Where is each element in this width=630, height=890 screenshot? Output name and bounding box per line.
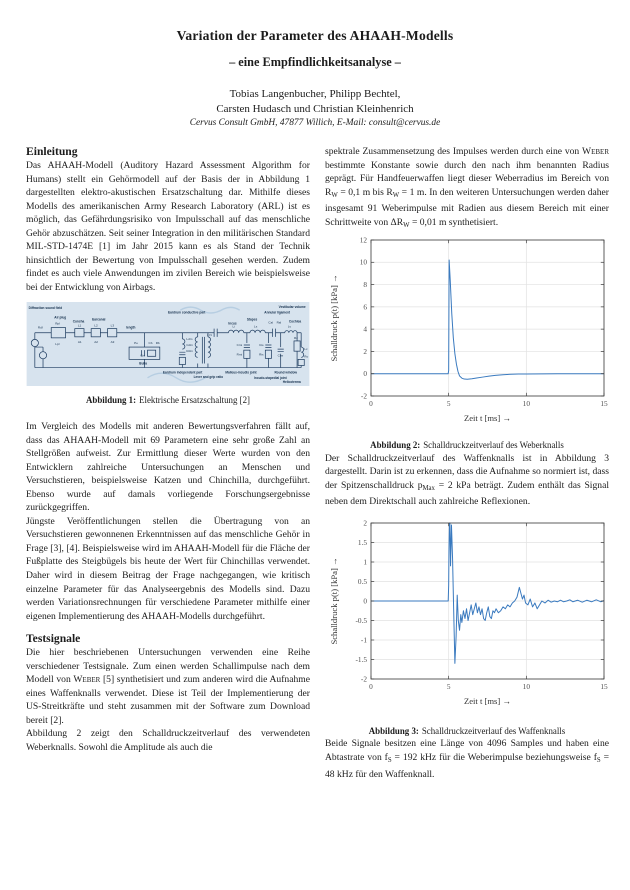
author-line-2: Carsten Hudasch und Christian Kleinhenrich: [216, 102, 414, 115]
svg-text:Cmi: Cmi: [236, 343, 243, 348]
svg-text:Schalldruck p(t) [kPa] →: Schalldruck p(t) [kPa] →: [329, 557, 339, 645]
svg-text:4: 4: [363, 324, 367, 334]
figure-1-circuit: [26, 302, 310, 407]
svg-text:Earcanal: Earcanal: [92, 317, 106, 322]
section-heading-testsignale: Testsignale: [26, 632, 81, 646]
svg-text:Lever and grip ratio: Lever and grip ratio: [193, 375, 224, 380]
figure-3-caption: [325, 726, 609, 738]
svg-text:Annular ligament: Annular ligament: [264, 310, 291, 315]
svg-text:Incus: Incus: [228, 322, 237, 327]
svg-text:Ral: Ral: [276, 320, 282, 325]
right-column: [325, 145, 609, 781]
left-column: [26, 145, 310, 781]
einleitung-paragraph-1: Das AHAAH-Modell (Auditory Hazard Assessment Algorithm for Humans) stellt ein Gehörmodell auf der Basis der in Abbildung 1 dargestellten elektro-akustischen Ersatzschaltung dar. Mithilfe dieses Modells des amerikanischen Army Research Laboratory (ARL) ist es möglich, das Gefährdungsrisiko von Impulsschall auf das menschliche Gehör abzuschätzen. Seit seiner Integration in den militärischen Standard MIL-STD-1474E [1] im Jahr 2015 kann es als Stand der Technik hinsichtlich der Bewertung von Impulsschall gesehen werden. Zudem findet es auch viele Anwendungen im zivilen Bereich wie beispielsweise bei der Entwicklung von Airbags.: [26, 160, 310, 293]
figure-3-caption-label: Abbildung 3:: [368, 725, 419, 736]
testsignale-paragraph-1: Die hier beschriebenen Untersuchungen verwenden eine Reihe verschiedener Testsignale. Zum einen werden Schallimpulse nach dem Modell von Weber [5] synthetisiert und zum anderen wird die Aufnahme eines Waffenknalls verwendet. Diese ist Teil der Implementierung der US-Streitkräfte und steht zusammen mit der Software zum Download bereit [2].: [26, 647, 310, 726]
figure-2-caption-label: Abbildung 2:: [370, 440, 421, 451]
svg-text:10: 10: [522, 681, 530, 691]
figure-1-caption-text: Elektrische Ersatzschaltung [2]: [139, 395, 250, 406]
svg-text:Ris: Ris: [259, 352, 264, 357]
svg-text:Zeit t [ms] →: Zeit t [ms] →: [463, 695, 512, 706]
svg-text:A3: A3: [110, 340, 115, 345]
svg-text:-2: -2: [360, 391, 367, 401]
svg-text:2: 2: [363, 347, 367, 357]
svg-text:Helicotrema: Helicotrema: [282, 380, 301, 385]
svg-text:10: 10: [359, 257, 367, 267]
svg-text:0.5: 0.5: [357, 576, 367, 586]
svg-text:Ls: Ls: [254, 325, 258, 330]
svg-text:10: 10: [522, 399, 530, 409]
svg-text:Pe: Pe: [134, 341, 138, 346]
svg-text:Eardrum independent part: Eardrum independent part: [162, 371, 203, 376]
svg-text:15: 15: [600, 399, 608, 409]
right-paragraph-2: Der Schalldruckzeitverlauf des Waffenknalls ist in Abbildung 3 dargestellt. Darin ist zu erkennen, dass die Aufnahme so normiert ist, dass der Spitzenschalldruck $p_{Max} = 2$ kPa beträgt. Zudem enthält das Signal neben dem Direktschall auch zahlreiche Reflexionen.: [325, 452, 609, 508]
svg-text:L3: L3: [110, 324, 115, 329]
svg-text:Malleus-incudis joint: Malleus-incudis joint: [225, 371, 257, 376]
author-line-1: Tobias Langenbucher, Philipp Bechtel,: [229, 88, 401, 100]
svg-text:1: 1: [363, 557, 367, 567]
svg-text:L1: L1: [77, 324, 82, 329]
figure-1-caption: [26, 395, 310, 407]
svg-text:Diffraction sound field: Diffraction sound field: [28, 306, 63, 311]
svg-text:Rb: Rb: [155, 341, 160, 346]
svg-text:Rpl: Rpl: [55, 322, 60, 327]
svg-text:Ldm: Ldm: [186, 337, 193, 342]
svg-text:Cb: Cb: [148, 341, 153, 346]
svg-text:Cal: Cal: [268, 320, 273, 325]
svg-text:-2: -2: [360, 674, 367, 684]
svg-text:Concha: Concha: [72, 319, 85, 324]
svg-text:A2: A2: [94, 340, 98, 345]
svg-text:15: 15: [600, 681, 608, 691]
svg-text:5: 5: [446, 681, 451, 691]
waffenknall-chart: [325, 517, 609, 713]
svg-text:L2: L2: [94, 324, 98, 329]
einleitung-paragraph-3: Jüngste Veröffentlichungen stellen die Übertragung von an Versuchstieren gewonnenen Erkenntnissen auf das menschliche Gehör in Frage [3], [4]. Beispielsweise wird im AHAAH-Modell für die Fläche der Fußplatte des Steigbügels bis heute der Wert für Chinchillas verwendet. Daher wird in diesem Beitrag der Frage nachgegangen, wie kritisch einzelne Parameter für das Analyseergebnis des Modells sind. Dazu werden Variationsrechnungen für verschiedene Parameter mithilfe einer eigenen Implementierung des AHAAH-Modells durchgeführt.: [26, 515, 310, 622]
svg-text:-1.5: -1.5: [355, 654, 367, 664]
author-list: [26, 87, 604, 116]
svg-text:Cm: Cm: [140, 353, 146, 358]
svg-text:-1: -1: [360, 635, 367, 645]
svg-text:Cdm: Cdm: [186, 343, 193, 348]
svg-text:Eardrum conductive part: Eardrum conductive part: [168, 310, 206, 315]
right-paragraph-3: Beide Signale besitzen eine Länge von 4096 Samples und haben eine Abtastrate von $f_S = 192$ kHz für die Weberimpulse beziehungsweise $f_S = 48$ kHz für den Waffenknall.: [325, 738, 610, 780]
svg-text:-0.5: -0.5: [355, 615, 367, 625]
right-paragraph-1: spektrale Zusammensetzung des Impulses werden durch eine von Weber bestimmte Konstante sowie durch den nach ihm benannten Radius geprägt. Für Handfeuerwaffen liegt dieser Weberradius im Bereich von $R_W = 0,1$ m bis $R_W = 1$ m. In den weiteren Untersuchungen werden daher insgesamt 91 Weberimpulse mit Radien aus diesem Bereich mit einer Schrittweite von $\Delta R_W = 0,01$ m synthetisiert.: [325, 146, 609, 229]
svg-text:A1: A1: [77, 340, 82, 345]
svg-text:Round window: Round window: [274, 371, 297, 376]
svg-text:Li: Li: [232, 325, 235, 330]
svg-text:12: 12: [359, 235, 367, 245]
svg-text:Rc: Rc: [294, 336, 298, 341]
figure-3-waffenknall: [325, 517, 609, 738]
svg-text:1.5: 1.5: [357, 537, 367, 547]
svg-text:Bulla: Bulla: [139, 361, 148, 366]
svg-text:0: 0: [363, 369, 367, 379]
circuit-diagram: [26, 302, 310, 386]
svg-text:Rmi: Rmi: [236, 352, 243, 357]
svg-text:2: 2: [363, 518, 367, 528]
svg-text:Stapes: Stapes: [246, 317, 258, 322]
einleitung-paragraph-2: Im Vergleich des Modells mit anderen Bewertungsverfahren fällt auf, dass das AHAAH-Modell mit 69 Parametern eine sehr große Zahl an Stellgrößen aufweist. Zur Ermittlung dieser Werte wurden von den Entwicklern zahlreiche Untersuchungen an Menschen und Versuchstieren, beispielsweise Katzen und Chinchilla, durchgeführt. Ebenso wurde auf damals vorliegende Forschungsergebnisse zurückgegriffen.: [26, 420, 310, 514]
svg-text:0: 0: [369, 681, 373, 691]
figure-1-caption-label: Abbildung 1:: [86, 395, 137, 406]
svg-text:1:N: 1:N: [206, 333, 212, 338]
svg-text:Lv: Lv: [287, 325, 292, 330]
two-column-body: [26, 145, 610, 781]
svg-text:8: 8: [363, 280, 367, 290]
svg-text:Lc: Lc: [304, 347, 308, 352]
paper-title: Variation der Parameter des AHAAH-Modells: [176, 28, 454, 43]
svg-text:Rdm: Rdm: [186, 349, 193, 354]
figure-3-caption-text: Schalldruckzeitverlauf des Waffenknalls: [421, 725, 566, 736]
svg-text:length: length: [126, 326, 136, 331]
figure-2-weberknall: [325, 234, 609, 452]
svg-text:Lpl: Lpl: [55, 342, 60, 347]
svg-text:Rdf: Rdf: [37, 326, 43, 331]
svg-text:Air plug: Air plug: [54, 315, 67, 320]
svg-text:Incudo-stapedial joint: Incudo-stapedial joint: [254, 376, 287, 381]
svg-text:Crw: Crw: [277, 353, 284, 358]
paper-header: [26, 28, 604, 128]
svg-text:Ro: Ro: [304, 354, 309, 359]
svg-text:6: 6: [363, 302, 367, 312]
svg-text:0: 0: [369, 399, 373, 409]
section-heading-einleitung: Einleitung: [26, 145, 78, 158]
svg-text:Cis: Cis: [259, 343, 264, 348]
svg-text:5: 5: [446, 399, 451, 409]
testsignale-paragraph-2: Abbildung 2 zeigt den Schalldruckzeitverlauf des verwendeten Weberknalls. Sowohl die Amplitude als auch die: [26, 728, 310, 753]
affiliation: Cervus Consult GmbH, 47877 Willich, E-Mail: consult@cervus.de: [189, 118, 441, 128]
circuit-schematic-image: [26, 302, 310, 386]
svg-text:0: 0: [363, 596, 367, 606]
svg-text:Vestibular volume: Vestibular volume: [278, 305, 306, 310]
weberknall-chart: [325, 234, 609, 430]
svg-text:Cochlea: Cochlea: [288, 319, 302, 324]
figure-2-caption: [325, 440, 609, 452]
svg-text:Zeit t [ms] →: Zeit t [ms] →: [463, 413, 512, 424]
figure-2-caption-text: Schalldruckzeitverlauf des Weberknalls: [423, 440, 564, 451]
svg-text:Schalldruck p(t) [kPa] →: Schalldruck p(t) [kPa] →: [329, 274, 339, 362]
paper-subtitle: – eine Empfindlichkeitsanalyse –: [229, 55, 401, 69]
